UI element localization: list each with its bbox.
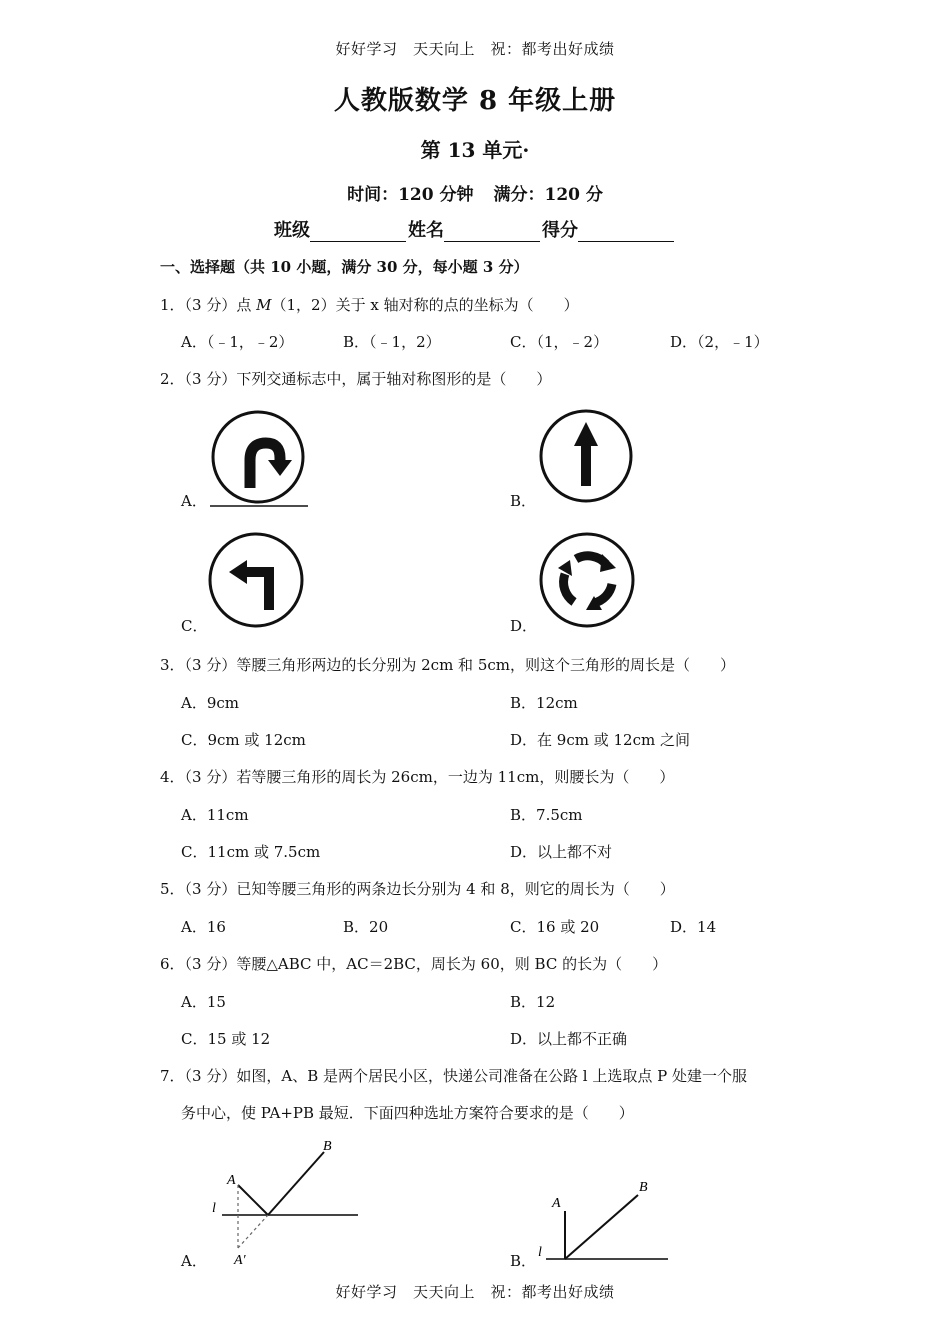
question-7-figure-a xyxy=(200,1130,370,1270)
question-6-option-c: C．15 或 12 xyxy=(181,1030,271,1048)
question-4-option-c: C．11cm 或 7.5cm xyxy=(181,843,321,861)
question-3-option-d: D．在 9cm 或 12cm 之间 xyxy=(510,731,690,749)
class-label: 班级 xyxy=(274,220,310,241)
time-label: 时间：120 分钟 xyxy=(347,185,474,205)
question-5-option-b: B．20 xyxy=(343,918,389,936)
question-2-option-c: C． xyxy=(181,617,208,635)
question-1-option-a: A．（﹣1，﹣2） xyxy=(181,333,294,351)
question-7-stem-line2: 务中心，使 PA+PB 最短．下面四种选址方案符合要求的是（ ） xyxy=(181,1104,634,1122)
uturn-sign-icon xyxy=(210,410,310,510)
question-1-var: M xyxy=(256,296,272,314)
question-7-stem-line1: 7．（3 分）如图，A、B 是两个居民小区，快递公司准备在公路 l 上选取点 P 处建一个服 xyxy=(160,1067,747,1085)
doc-title: 人教版数学 8 年级上册 xyxy=(333,86,617,116)
question-4-option-b: B．7.5cm xyxy=(510,806,583,824)
question-1-stem xyxy=(160,294,579,315)
page-header: 好好学习 天天向上 祝：都考出好成绩 xyxy=(335,40,615,58)
question-5-stem: 5．（3 分）已知等腰三角形的两条边长分别为 4 和 8，则它的周长为（ ） xyxy=(160,880,675,898)
question-5-option-c: C．16 或 20 xyxy=(510,918,600,936)
figa-label-b: B xyxy=(323,1139,332,1154)
straight-arrow-sign-icon xyxy=(538,408,638,508)
grade-blank[interactable] xyxy=(578,223,674,242)
question-1-prefix: 1．（3 分）点 xyxy=(160,296,257,314)
question-6-option-a: A．15 xyxy=(181,993,226,1011)
roundabout-sign-icon xyxy=(538,532,638,632)
class-blank[interactable] xyxy=(310,223,406,242)
student-info-line xyxy=(0,216,950,242)
question-2-option-b: B． xyxy=(510,492,537,510)
figa-label-l: l xyxy=(212,1201,216,1216)
question-3-stem: 3．（3 分）等腰三角形两边的长分别为 2cm 和 5cm，则这个三角形的周长是（ ） xyxy=(160,656,735,674)
question-1-option-d: D．（2，﹣1） xyxy=(670,333,769,351)
question-6-option-d: D．以上都不正确 xyxy=(510,1030,628,1048)
question-6-option-b: B．12 xyxy=(510,993,556,1011)
doc-unit: 第 13 单元· xyxy=(420,138,530,162)
page-footer: 好好学习 天天向上 祝：都考出好成绩 xyxy=(335,1283,615,1301)
left-turn-sign-icon xyxy=(207,532,307,632)
question-7-option-b: B． xyxy=(510,1252,537,1270)
question-1-option-b: B．（﹣1，2） xyxy=(343,333,441,351)
question-7-option-a: A． xyxy=(181,1252,207,1270)
question-6-stem: 6．（3 分）等腰△ABC 中，AC＝2BC，周长为 60，则 BC 的长为（ ） xyxy=(160,955,668,973)
question-2-option-a: A． xyxy=(181,492,207,510)
time-score-line xyxy=(0,180,950,205)
question-4-stem: 4．（3 分）若等腰三角形的周长为 26cm，一边为 11cm，则腰长为（ ） xyxy=(160,768,675,786)
question-7-figure-b xyxy=(530,1175,680,1270)
figb-label-l: l xyxy=(538,1245,542,1260)
score-label: 满分：120 分 xyxy=(493,185,603,205)
question-3-option-b: B．12cm xyxy=(510,694,578,712)
question-2-stem: 2．（3 分）下列交通标志中，属于轴对称图形的是（ ） xyxy=(160,370,552,388)
name-label: 姓名 xyxy=(408,220,444,241)
question-4-option-a: A．11cm xyxy=(181,806,249,824)
figb-label-b: B xyxy=(639,1180,648,1195)
question-2-option-d: D． xyxy=(510,617,538,635)
question-1-text: （1，2）关于 x 轴对称的点的坐标为（ ） xyxy=(271,296,579,314)
figa-label-a-prime: A′ xyxy=(234,1253,246,1268)
grade-label: 得分 xyxy=(542,220,578,241)
question-3-option-c: C．9cm 或 12cm xyxy=(181,731,306,749)
question-5-option-a: A．16 xyxy=(181,918,226,936)
section-title: 一、选择题（共 10 小题，满分 30 分，每小题 3 分） xyxy=(160,258,529,276)
figa-label-a: A xyxy=(227,1173,236,1188)
figb-label-a: A xyxy=(552,1196,561,1211)
question-3-option-a: A．9cm xyxy=(181,694,240,712)
question-1-option-c: C．（1，﹣2） xyxy=(510,333,609,351)
question-4-option-d: D．以上都不对 xyxy=(510,843,613,861)
name-blank[interactable] xyxy=(444,223,540,242)
question-5-option-d: D．14 xyxy=(670,918,717,936)
